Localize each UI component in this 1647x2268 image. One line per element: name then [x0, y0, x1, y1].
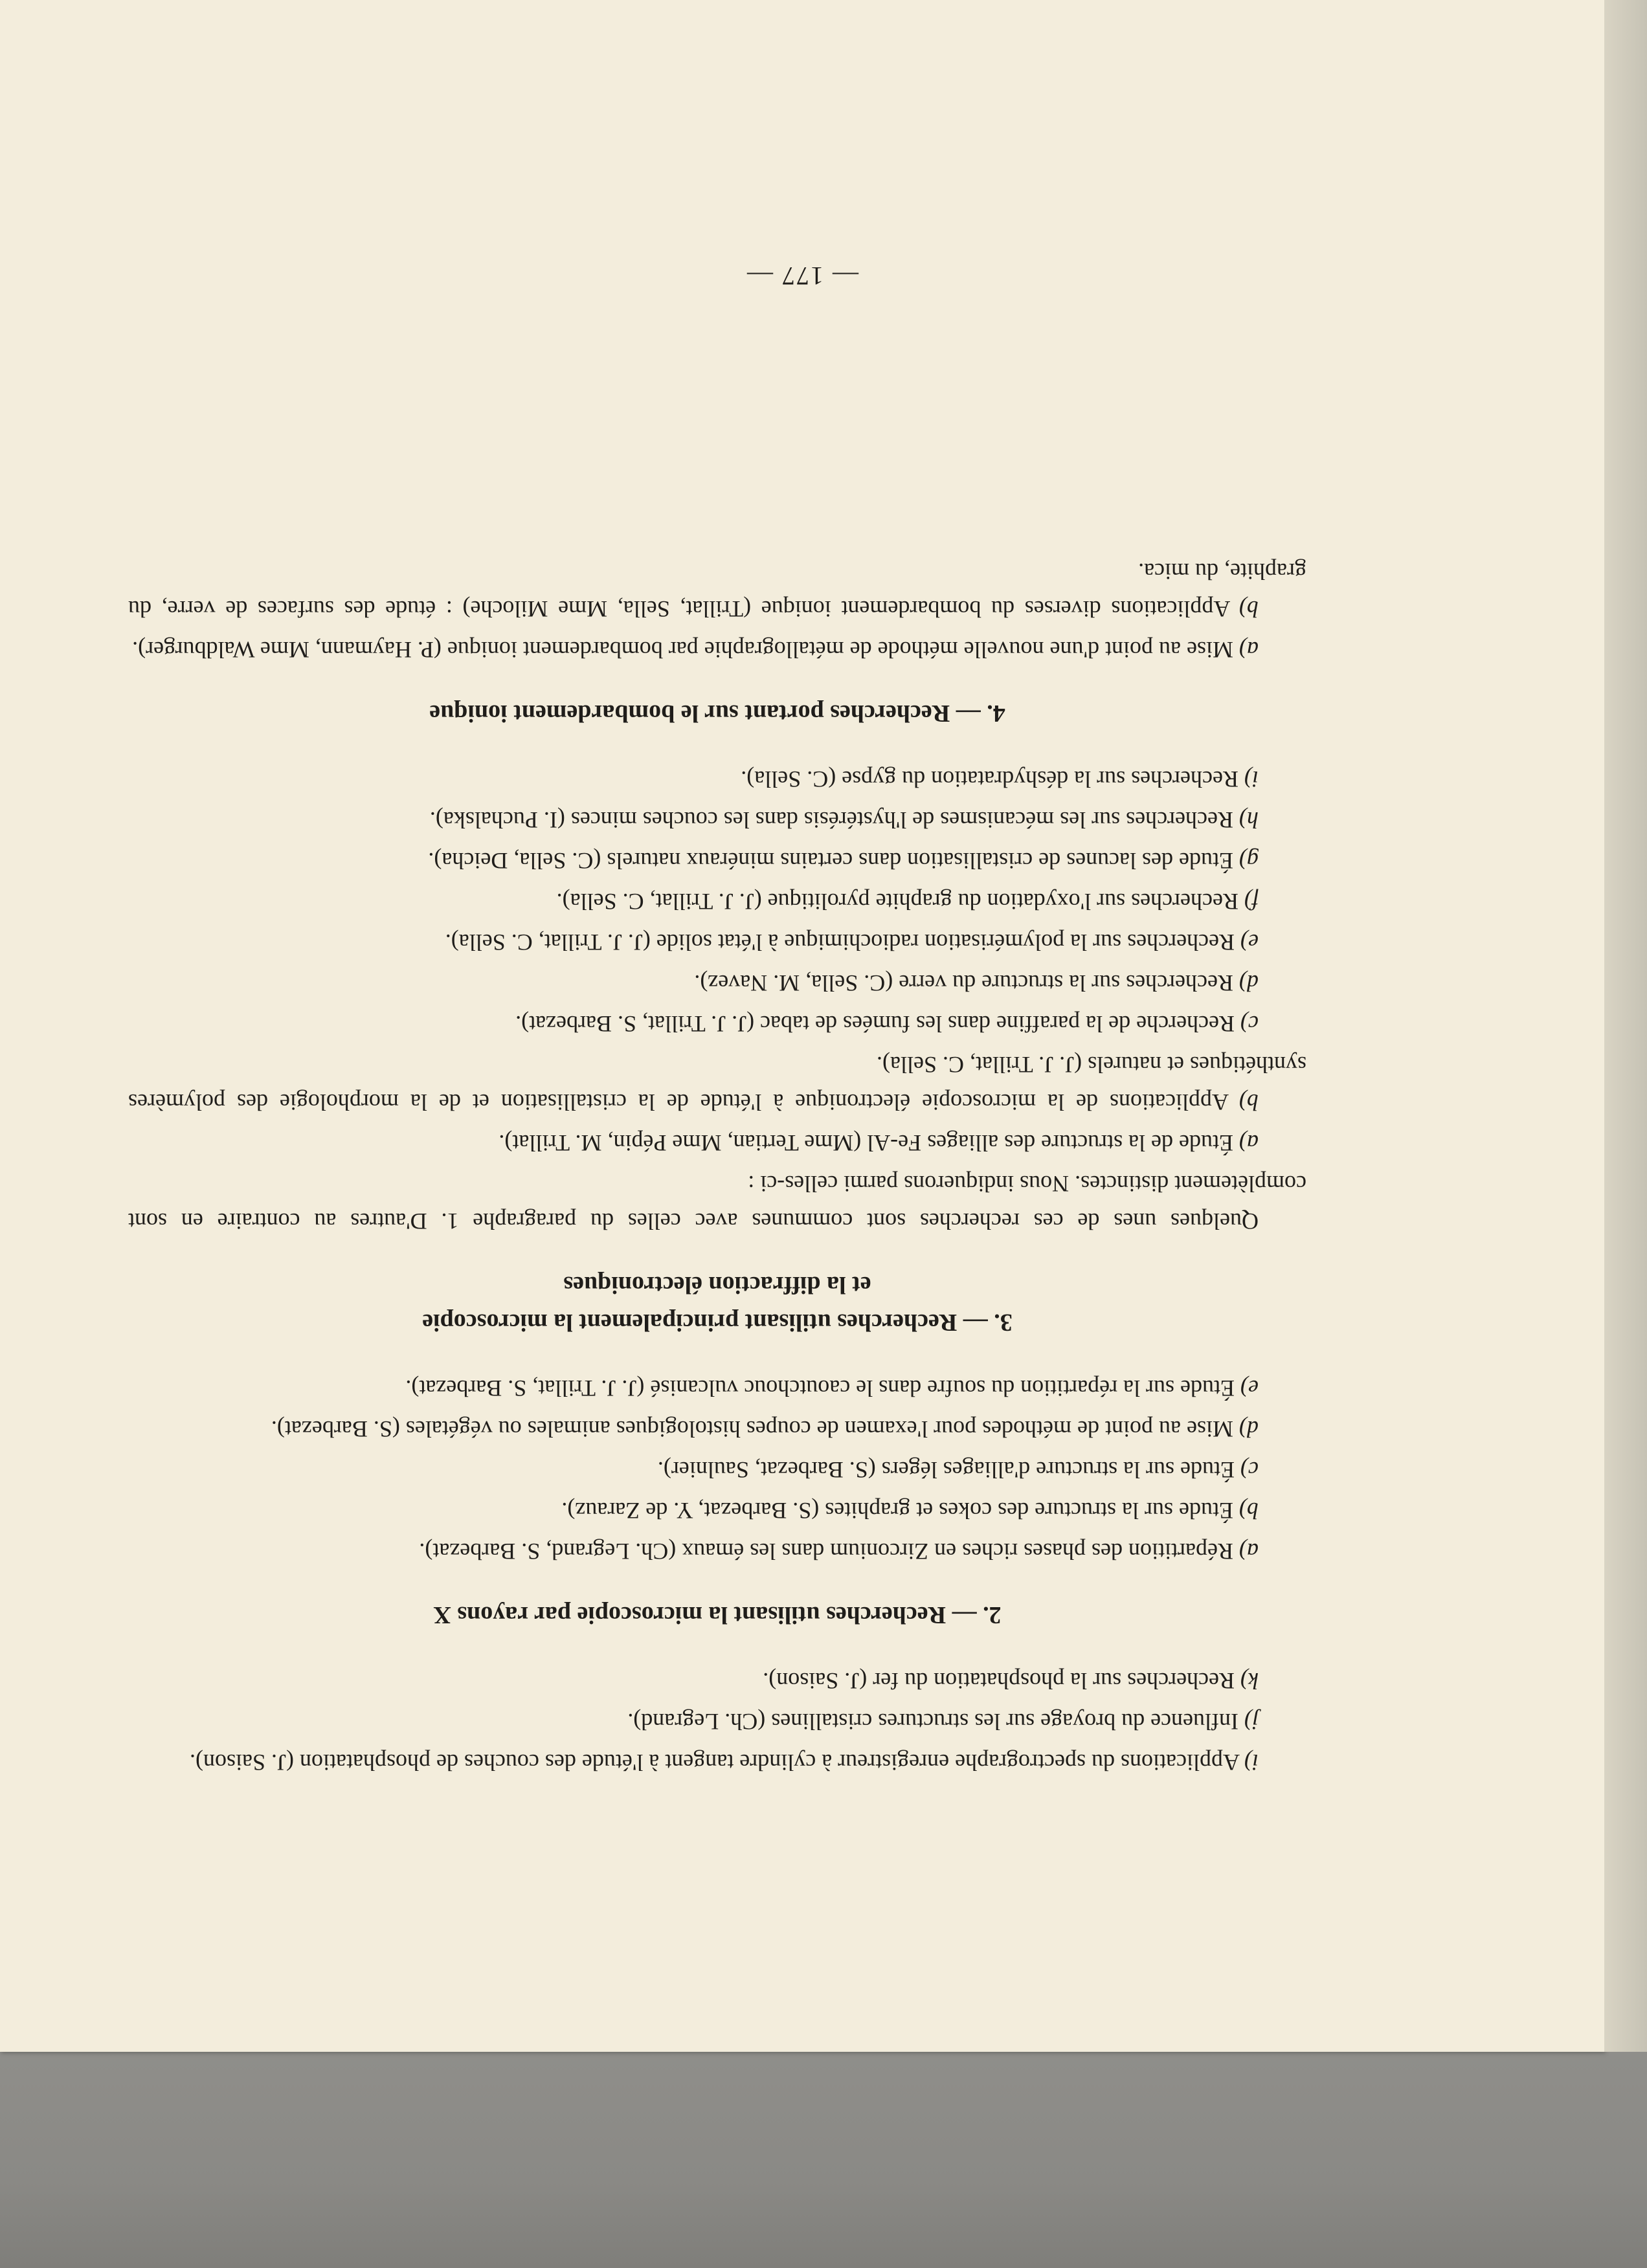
section-4-title: 4. — Recherches portant sur le bombardement ionique — [429, 700, 1005, 727]
item-text: Étude sur la structure d'alliages légers (S. Barbezat, Saulnier). — [657, 1457, 1241, 1483]
item-letter: f) — [1244, 889, 1259, 915]
item-letter: b) — [1239, 1089, 1259, 1115]
section-3-title-line-1: 3. — Recherches utilisant principalement la microscopie — [422, 1309, 1013, 1336]
list-item — [128, 1046, 1306, 1121]
item-text: Recherche de la paraffine dans les fumées de tabac (J. J. Trillat, S. Barbezat). — [515, 1011, 1241, 1037]
item-letter: a) — [1239, 1130, 1259, 1156]
item-text: Mise au point d'une nouvelle méthode de métallographie par bombardement ionique (P. Haymann, Mme Waldburger). — [132, 637, 1239, 663]
item-text: Mise au point de méthodes pour l'examen de coupes histologiques animales ou végétales (S. Barbezat). — [271, 1416, 1239, 1442]
item-letter: h) — [1239, 807, 1259, 833]
item-letter: a) — [1239, 1539, 1259, 1564]
item-letter: j) — [1244, 1709, 1259, 1735]
list-item — [128, 1492, 1306, 1529]
item-text: Étude de la structure des alliages Fe-Al (Mme Tertian, Mme Pépin, M. Trillat). — [499, 1130, 1239, 1156]
item-letter: k) — [1240, 1668, 1259, 1694]
page-content — [128, 550, 1306, 1781]
list-item — [128, 883, 1306, 920]
item-text: Recherches sur la polymérisation radiochimique à l'état solide (J. J. Trillat, C. Sella). — [445, 929, 1241, 955]
item-text: Répartition des phases riches en Zirconium dans les émaux (Ch. Legrand, S. Barbezat). — [419, 1539, 1239, 1564]
item-text: Influence du broyage sur les structures cristallines (Ch. Legrand). — [627, 1709, 1244, 1735]
item-text: Étude sur la structure des cokes et graphites (S. Barbezat, Y. de Zarauz). — [561, 1498, 1239, 1524]
section-3-intro: Quelques unes de ces recherches sont communes avec celles du paragraphe 1. D'autres au contraire en sont complètement distinctes. Nous indiquerons parmi celles-ci : — [128, 1171, 1306, 1234]
list-item — [128, 924, 1306, 961]
item-letter: e) — [1240, 1375, 1259, 1401]
list-item — [128, 964, 1306, 1002]
list-item — [128, 1451, 1306, 1489]
item-text: Applications de la microscopie électronique à l'étude de la cristallisation et de la morphologie des polymères synthétiques et naturels (J. J. Trillat, C. Sella). — [128, 1052, 1306, 1115]
item-text: Étude des lacunes de cristallisation dans certains minéraux naturels (C. Sella, Deicha). — [428, 848, 1239, 874]
list-item — [128, 1703, 1306, 1740]
item-letter: a) — [1239, 637, 1259, 663]
item-letter: d) — [1239, 970, 1259, 996]
list-item — [128, 761, 1306, 798]
list-item — [128, 801, 1306, 839]
item-letter: b) — [1239, 1498, 1259, 1524]
section-3-title-line-2: et la diffraction électroniques — [563, 1271, 871, 1298]
list-item — [128, 553, 1306, 628]
section-3-title — [128, 1266, 1306, 1341]
item-letter: b) — [1239, 596, 1259, 622]
list-item — [128, 1533, 1306, 1570]
list-item — [128, 1410, 1306, 1448]
list-item — [128, 842, 1306, 880]
item-letter: c) — [1240, 1457, 1259, 1483]
list-item — [128, 1744, 1306, 1781]
page-number: — 177 — — [746, 261, 858, 291]
scanner-background — [0, 2052, 1647, 2268]
item-text: Recherches sur la structure du verre (C. Sella, M. Navez). — [694, 970, 1239, 996]
section-2-title: 2. — Recherches utilisant la microscopie par rayons X — [433, 1601, 1002, 1629]
item-letter: c) — [1240, 1011, 1259, 1037]
list-item — [128, 1005, 1306, 1043]
list-item — [128, 1370, 1306, 1407]
list-item — [128, 1662, 1306, 1700]
item-text: Recherches sur l'oxydation du graphite pyrolitique (J. J. Trillat, C. Sella). — [556, 889, 1244, 915]
list-item — [128, 631, 1306, 669]
item-letter: g) — [1239, 848, 1259, 874]
item-text: Étude sur la répartition du soufre dans le caoutchouc vulcanisé (J. J. Trillat, S. Barbezat). — [405, 1375, 1241, 1401]
item-text: Recherches sur la phosphatation du fer (J. Saison). — [763, 1668, 1241, 1694]
item-text: Recherches sur la déshydratation du gypse (C. Sella). — [741, 766, 1244, 792]
item-text: Recherches sur les mécanismes de l'hystérésis dans les couches minces (I. Puchalska). — [429, 807, 1239, 833]
item-letter: d) — [1239, 1416, 1259, 1442]
item-text: Applications diverses du bombardement ionique (Trillat, Sella, Mme Miloche) : étude des surfaces de verre, du graphite, du mica. — [128, 559, 1306, 622]
item-letter: i) — [1244, 1750, 1259, 1775]
item-text: Applications du spectrographe enregistreur à cylindre tangent à l'étude des couches de phosphatation (J. Saison). — [190, 1750, 1244, 1775]
page-edge — [1604, 0, 1647, 2052]
item-letter: e) — [1240, 929, 1259, 955]
list-item — [128, 1124, 1306, 1162]
item-letter: i) — [1244, 766, 1259, 792]
